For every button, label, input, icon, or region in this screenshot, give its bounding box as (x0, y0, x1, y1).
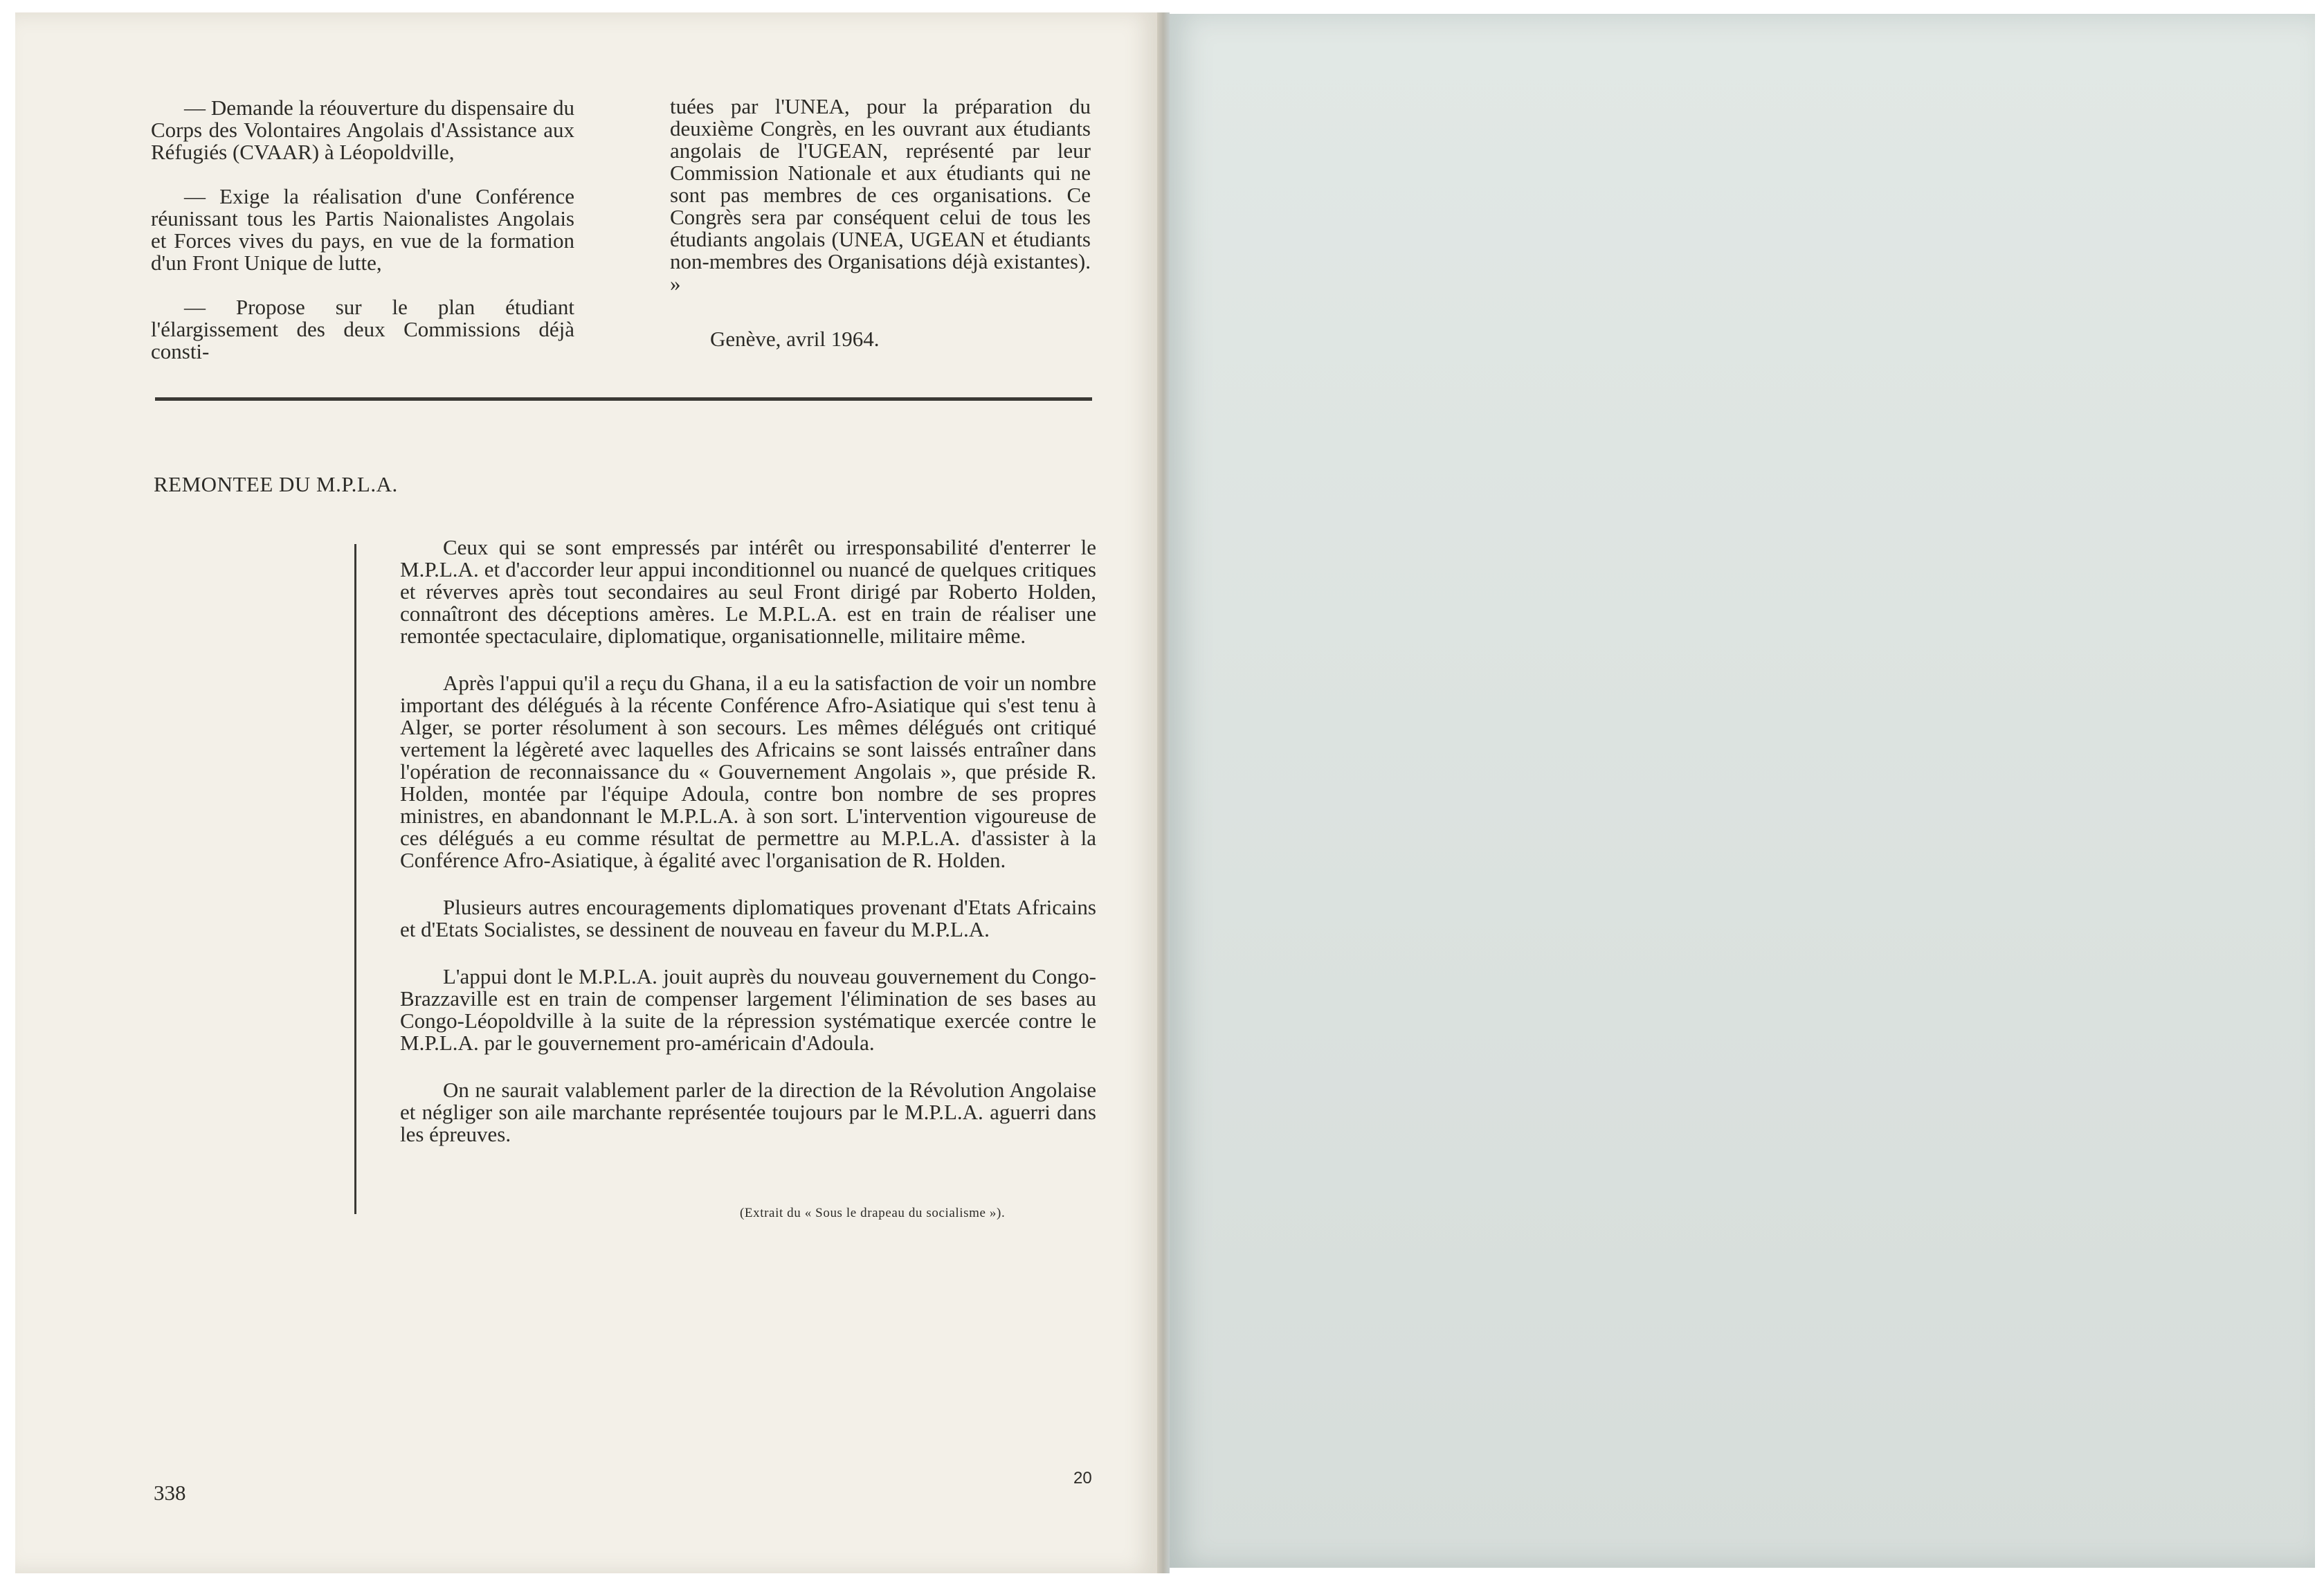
book-gutter (1157, 12, 1170, 1573)
paragraph-conference: — Exige la réalisation d'une Conférence réunissant tous les Partis Naionalistes Angolais et Forces vives du pays, en vue de la formation d'un Front Unique de lutte, (151, 184, 574, 275)
article-body (400, 536, 1096, 1170)
place-date: Genève, avril 1964. (710, 327, 880, 351)
paragraph-propose: — Propose sur le plan étudiant l'élargissement des deux Commissions déjà consti- (151, 295, 574, 363)
paragraph-body-4: L'appui dont le M.P.L.A. jouit auprès du nouveau gouvernement du Congo-Brazzaville est en train de compenser largement l'élimination de ses bases au Congo-Léopoldville à la suite de la répression systématique exercée contre le M.P.L.A. par le gouvernement pro-américain d'Adoula. (400, 964, 1096, 1055)
column-b (670, 96, 1091, 372)
paragraph-unea: tuées par l'UNEA, pour la préparation du deuxième Congrès, en les ouvrant aux étudiants angolais de l'UGEAN, représenté par leur Commission Nationale et aux étudiants qui ne sont pas membres de ces organisations. Ce Congrès sera par conséquent celui de tous les étudiants angolais (UNEA, UGEAN et étudiants non-membres des Organisations déjà existantes). » (670, 94, 1091, 296)
paragraph-body-2: Après l'appui qu'il a reçu du Ghana, il a eu la satisfaction de voir un nombre important des délégués à la récente Conférence Afro-Asiatique qui s'est tenu à Alger, se porter résolument à son secours. Les mêmes délégués ont critiqué vertement la légèreté avec laquelles des Africains se sont laissés entraîner dans l'opération de reconnaissance du « Gouvernement Angolais », que préside R. Holden, montée par l'équipe Adoula, contre bon nombre de ses propres ministres, en abandonnant le M.P.L.A. à son sort. L'intervention vigoureuse de ces délégués a eu comme résultat de permettre au M.P.L.A. d'assister à la Conférence Afro-Asiatique, à égalité avec l'organisation de R. Holden. (400, 671, 1096, 872)
column-a (151, 97, 574, 385)
paragraph-dispensaire: — Demande la réouverture du dispensaire du Corps des Volontaires Angolais d'Assistance aux Réfugiés (CVAAR) à Léopoldville, (151, 96, 574, 164)
section-divider (155, 397, 1092, 401)
margin-rule (354, 544, 356, 1214)
paragraph-body-3: Plusieurs autres encouragements diplomatiques provenant d'Etats Africains et d'Etats Socialistes, se dessinent de nouveau en faveur du M.P.L.A. (400, 895, 1096, 941)
blank-right-page (1170, 14, 2315, 1568)
paragraph-body-1: Ceux qui se sont empressés par intérêt ou irresponsabilité d'enterrer le M.P.L.A. et d'accorder leur appui inconditionnel ou nuancé de quelques critiques et réverves après tout secondaires au seul Front dirigé par Roberto Holden, connaîtront des déceptions amères. Le M.P.L.A. est en train de réaliser une remontée spectaculaire, diplomatique, organisationnelle, militaire même. (400, 535, 1096, 648)
source-citation: (Extrait du « Sous le drapeau du socialisme »). (740, 1206, 1006, 1220)
paragraph-body-5: On ne saurait valablement parler de la direction de la Révolution Angolaise et négliger son aile marchante représentée toujours par le M.P.L.A. aguerri dans les épreuves. (400, 1078, 1096, 1146)
page-number-20: 20 (1073, 1469, 1092, 1487)
section-title: REMONTEE DU M.P.L.A. (154, 472, 398, 496)
page-number-338: 338 (154, 1481, 186, 1505)
